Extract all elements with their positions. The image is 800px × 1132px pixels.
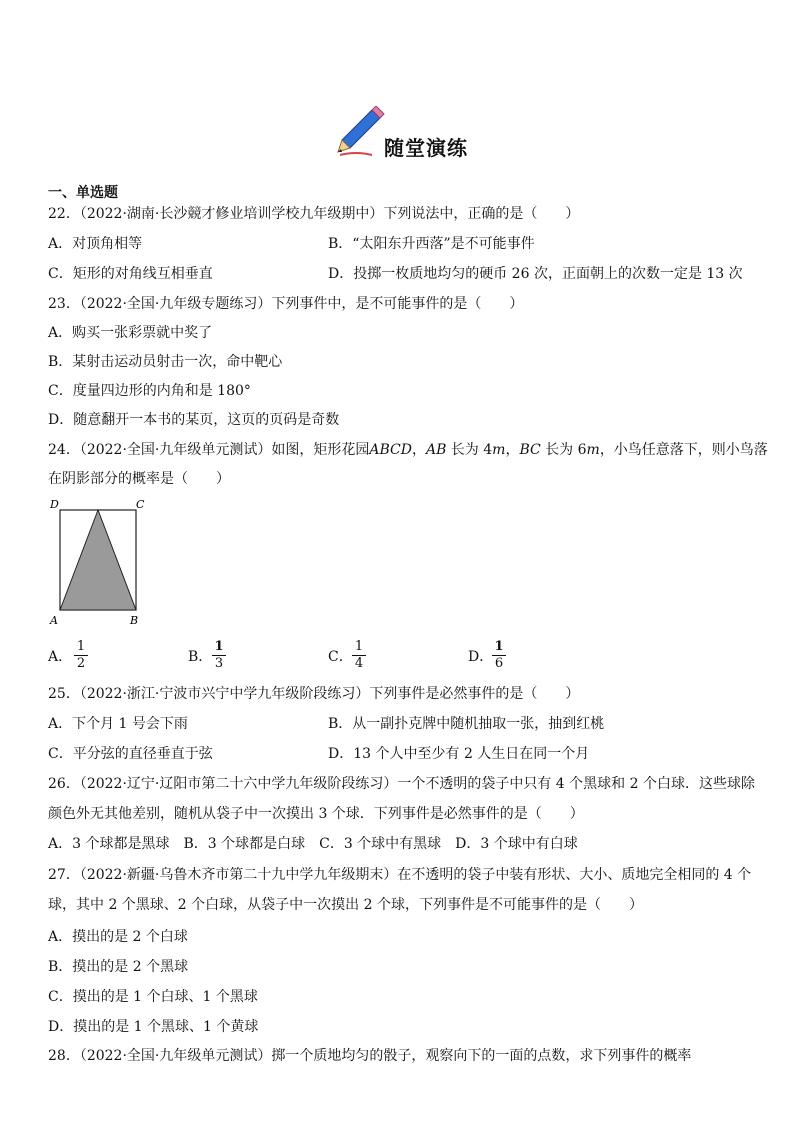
question-24-stem-line-2: 在阴影部分的概率是（ ） <box>48 471 230 487</box>
question-27-stem-line-2: 球，其中 2 个黑球、2 个白球，从袋子中一次摸出 2 个球，下列事件是不可能事件的是（ ） <box>48 897 643 913</box>
label-b: B <box>130 614 139 627</box>
q22-option-c: C．矩形的对角线互相垂直 <box>48 266 213 282</box>
q27-option-b: B．摸出的是 2 个黑球 <box>48 959 189 975</box>
q22-option-d: D．投掷一枚质地均匀的硬币 26 次，正面朝上的次数一定是 13 次 <box>328 266 743 282</box>
q27-option-a: A．摸出的是 2 个白球 <box>48 929 188 945</box>
question-24-stem-line-1: 24．（2022·全国·九年级单元测试）如图，矩形花园ABCD，AB 长为 4m，BC 长为 6m，小鸟任意落下，则小鸟落 <box>48 442 768 458</box>
question-28-stem: 28．（2022·全国·九年级单元测试）掷一个质地均匀的骰子，观察向下的一面的点数，求下列事件的概率 <box>48 1048 692 1064</box>
q24-option-c-fraction: $\frac{1}{4}$ <box>352 640 366 671</box>
q24-option-c-letter: C． <box>328 649 353 665</box>
q25-option-c: C．平分弦的直径垂直于弦 <box>48 746 213 762</box>
label-a: A <box>50 614 58 627</box>
header-title: 随堂演练 <box>384 136 468 160</box>
question-26-stem-line-2: 颜色外无其他差别，随机从袋子中一次摸出 3 个球．下列事件是必然事件的是（ ） <box>48 806 584 822</box>
label-d: D <box>50 498 59 511</box>
section-title: 一、单选题 <box>48 185 118 201</box>
pencil-icon <box>336 106 386 158</box>
q23-option-d: D．随意翻开一本书的某页，这页的页码是奇数 <box>48 412 340 428</box>
q23-option-c: C．度量四边形的内角和是 180° <box>48 383 251 399</box>
rectangle-figure <box>48 498 148 628</box>
q22-option-a: A．对顶角相等 <box>48 236 143 252</box>
shaded-triangle <box>60 510 136 610</box>
q24-option-a-letter: A． <box>48 649 73 665</box>
question-27-stem-line-1: 27．（2022·新疆·乌鲁木齐市第二十九中学九年级期末）在不透明的袋子中装有形状、大小、质地完全相同的 4 个 <box>48 867 752 883</box>
q26-options: A．3 个球都是黑球 B．3 个球都是白球 C．3 个球中有黑球 D．3 个球中有白球 <box>48 836 578 852</box>
q27-option-d: D．摸出的是 1 个黑球、1 个黄球 <box>48 1019 259 1035</box>
q27-option-c: C．摸出的是 1 个白球、1 个黑球 <box>48 989 258 1005</box>
q24-option-d-fraction: $\frac{1}{6}$ <box>492 640 506 671</box>
question-23-stem: 23．（2022·全国·九年级专题练习）下列事件中，是不可能事件的是（ ） <box>48 296 524 312</box>
q24-option-a-fraction: $\frac{1}{2}$ <box>74 640 88 671</box>
q25-option-a: A．下个月 1 号会下雨 <box>48 716 188 732</box>
q24-option-b-fraction: $\frac{1}{3}$ <box>212 640 226 671</box>
q23-option-b: B．某射击运动员射击一次，命中靶心 <box>48 354 283 370</box>
q25-option-b: B．从一副扑克牌中随机抽取一张，抽到红桃 <box>328 716 605 732</box>
question-25-stem: 25．（2022·浙江·宁波市兴宁中学九年级阶段练习）下列事件是必然事件的是（ ） <box>48 686 580 702</box>
question-22-stem: 22．（2022·湖南·长沙競才修业培训学校九年级期中）下列说法中，正确的是（ ） <box>48 206 580 222</box>
q24-option-b-letter: B． <box>188 649 213 665</box>
q25-option-d: D．13 个人中至少有 2 人生日在同一个月 <box>328 746 590 762</box>
question-26-stem-line-1: 26．（2022·辽宁·辽阳市第二十六中学九年级阶段练习）一个不透明的袋子中只有 4 个黑球和 2 个白球．这些球除 <box>48 776 755 792</box>
q22-option-b: B．“太阳东升西落”是不可能事件 <box>328 236 535 252</box>
label-c: C <box>136 498 145 511</box>
section-header <box>336 106 476 166</box>
q23-option-a: A．购买一张彩票就中奖了 <box>48 325 213 341</box>
q24-option-d-letter: D． <box>468 649 494 665</box>
